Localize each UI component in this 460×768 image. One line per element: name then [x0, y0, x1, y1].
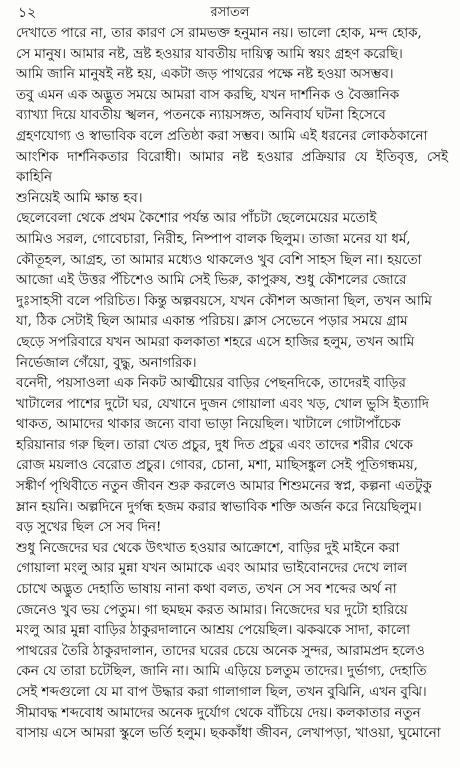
- running-title: রসাতল: [210, 5, 250, 20]
- body-text: [16, 24, 448, 745]
- paragraph-4: বনেদী, পয়সাওলা এক নিকট আত্মীয়ের বাড়ির পেছনদিকে, তাদেরই বাড়ির খাটালের পাশের দুটো ঘর, যেখানে দুজন গোয়ালা এবং খড়, খোল ভুসি ইত্যাদি থাকত, আমাদের থাকার জন্যে বাবা ভাড়া নিয়েছিল। খাটালে গোটাপাঁচেক হরিয়ানার গরু ছিল। তারা খেত প্রচুর, দুধ দিত প্রচুর এবং তাদের শরীর থেকে রোজ ময়লাও বেরোত প্রচুর। গোবর, চোনা, মশা, মাছিসঙ্কুল সেই পূতিগন্ধময়, সঙ্কীর্ণ পৃথিবীতে নতুন জীবন শুরু করলেও আমার শিশুমনের স্বপ্ন, কল্পনা এতটুকু ম্লান হয়নি। অল্পদিনে দুর্গন্ধ হজম করার স্বাভাবিক শক্তি অর্জন করে নিয়েছিলুম। বড় সুখের ছিল সে সব দিন!: [16, 376, 432, 536]
- paragraph-1: দেখাতে পারে না, তার কারণ সে রামভক্ত হনুমান নয়। ভালো হোক, মন্দ হোক, সে মানুষ। আমার নষ্ট, ভ্রষ্ট হওয়ার যাবতীয় দায়িত্ব আমি স্বয়ং গ্রহণ করেছি। আমি জানি মানুষই নষ্ট হয়, একটা জড় পাথরের পক্ষে নষ্ট হওয়া অসম্ভব।: [16, 26, 422, 83]
- paragraph-3: ছেলেবেলা থেকে প্রথম কৈশোর পর্যন্ত আর পাঁচটা ছেলেমেয়ের মতোই আমিও সরল, গোবেচারা, নিরীহ, নিষ্পাপ বালক ছিলুম। তাজা মনের যা ধর্ম, কৌতূহল, আগ্রহ, তা আমার মধ্যেও থাকলেও খুব বেশি সাহস ছিল না। হয়তো আজো এই উত্তর পঁচিশেও আমি সেই ভিরু, কাপুরুষ, শুধু কৌশলের জোরে দুঃসাহসী বলে পরিচিত। কিন্তু অল্পবয়সে, যখন কৌশল অজানা ছিল, তখন আমি যা, ঠিক সেটাই ছিল আমার একান্ত পরিচয়। ক্লাস সেভেনে পড়ার সময়ে গ্রাম ছেড়ে সপরিবারে যখন আমরা কলকাতা শহরে এসে হাজির হলুম, তখন আমি নির্ভেজাল গেঁয়ো, বুদ্ধু, অনাগরিক।: [16, 211, 432, 371]
- paragraph-5: শুধু নিজেদের ঘর থেকে উৎখাত হওয়ার আক্রোশে, বাড়ির দুই মাইনে করা গোয়ালা মংলু আর মুন্না যখন আমাকে এবং আমার ভাইবোনদের দেখে লাল চোখে অদ্ভুত দেহাতি ভাষায় নানা কথা বলত, তখন সে সব শব্দের অর্থ না জেনেও খুব ভয় পেতুম। গা ছমছম করত আমার। নিজেদের ঘর দুটো হারিয়ে মংলু আর মুন্না বাড়ির ঠাকুরদালানে আশ্রয় পেয়েছিল। ঝকঝকে সাদা, কালো পাথরের তৈরি ঠাকুরদালান, তাদের ঘরের চেয়ে অনেক সুন্দর, আরামপ্রদ হলেও কেন যে তারা চটেছিল, জানি না। আমি এড়িয়ে চলতুম তাদের। দুর্ভাগ্য, দেহাতি সেই শব্দগুলো যে মা বাপ উদ্ধার করা গালাগাল ছিল, তখন বুঝিনি, এখন বুঝি। সীমাবদ্ধ শব্দবোধ আমাদের অনেক দুর্যোগ থেকে বাঁচিয়ে দেয়। কলকাতার নতুন বাসায় এসে আমরা স্কুলে ভর্তি হলুম। ছককাঁধা জীবন, লেখাপড়া, খাওয়া, ঘুমোনো: [16, 540, 441, 742]
- page-number: ১২: [18, 5, 37, 21]
- page-header: [0, 4, 460, 22]
- paragraph-2: তবু এমন এক অদ্ভুত সময়ে আমরা বাস করছি, যখন দার্শনিক ও বৈজ্ঞানিক ব্যাখ্যা দিয়ে যাবতীয় স্খলন, পতনকে ন্যায়সঙ্গত, অনিবার্য ঘটনা হিসেবে গ্রহণযোগ্য ও স্বাভাবিক বলে প্রতিষ্ঠা করা সম্ভব। আমি এই ধরনের লোকঠকানো আংশিক দার্শনিকতার বিরোধী। আমার নষ্ট হওয়ার প্রক্রিয়ার যে ইতিবৃত্ত, সেই কাহিনি শুনিয়েই আমি ক্ষান্ত হব।: [16, 87, 448, 206]
